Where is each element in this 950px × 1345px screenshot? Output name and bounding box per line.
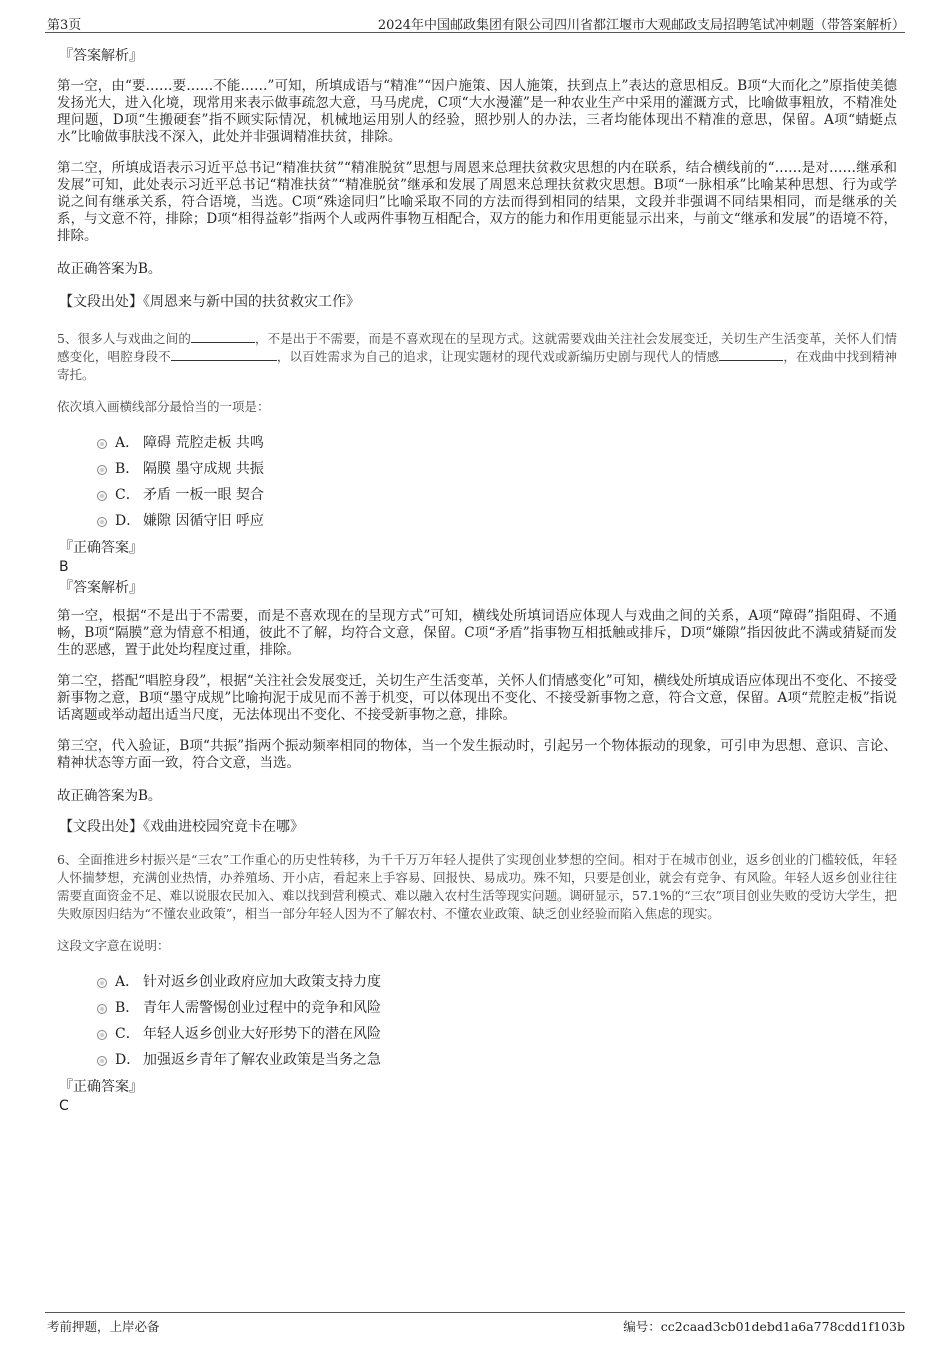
- q6-option-b[interactable]: B． 青年人需警惕创业过程中的竞争和风险: [57, 995, 897, 1021]
- q4-analysis-p1: 第一空，由“要……要……不能……”可知，所填成语与“精准”“因户施策、因人施策，扶到点上”表达的意思相反。B项“大而化之”原指使美德发扬光大，进入化境，现常用来表示做事疏忽大意，马马虎虎，C项“大水漫灌”是一种农业生产中采用的灌溉方式，比喻做事粗放，不精准处理问题，D项“生搬硬套”指不顾实际情况，机械地运用别人的经验，照抄别人的办法，三者均能体现出不精准的意思，保留。A项“蜻蜓点水”比喻做事肤浅不深入，此处并非强调精准扶贫，排除。: [57, 78, 897, 145]
- radio-icon[interactable]: [97, 465, 107, 475]
- blank-2: [171, 348, 277, 361]
- q5-conclusion: 故正确答案为B。: [57, 788, 162, 804]
- q6-question-text: 6、全面推进乡村振兴是“三农”工作重心的历史性转移，为千千万万年轻人提供了实现创业梦想的空间。相对于在城市创业，返乡创业的门槛较低，年轻人怀揣梦想，充满创业热情，办养殖场、开小店，看起来上手容易、回报快、易成功。殊不知，只要是创业，就会有竞争、有风险。年轻人返乡创业往往需要直面资金不足、难以说服农民加入、难以找到营利模式、难以融入农村生活等现实问题。调研显示，57.1%的“三农”项目创业失败的受访大学生，把失败原因归结为“不懂农业政策”，相当一部分年轻人因为不了解农村、不懂农业政策、缺乏创业经验而陷入焦虑的现实。: [57, 852, 897, 921]
- q6-answer: C: [59, 1098, 69, 1114]
- q6-answer-label: 『正确答案』: [59, 1079, 143, 1095]
- q6-option-c[interactable]: C． 年轻人返乡创业大好形势下的潜在风险: [57, 1021, 897, 1047]
- page-footer: [45, 1312, 905, 1333]
- q5-prompt: 依次填入画横线部分最恰当的一项是：: [57, 399, 270, 414]
- q4-analysis-label: 『答案解析』: [59, 48, 143, 64]
- radio-icon[interactable]: [97, 1004, 107, 1014]
- q5-option-a[interactable]: A． 障碍 荒腔走板 共鸣: [57, 430, 897, 456]
- q5-analysis-p3: 第三空，代入验证，B项“共振”指两个振动频率相同的物体，当一个发生振动时，引起另一个物体振动的现象，可引申为思想、意识、言论、精神状态等方面一致，符合文意，当选。: [57, 738, 897, 771]
- q5-question-text: 5、很多人与戏曲之间的 ，不是出于不需要，而是不喜欢现在的呈现方式。这就需要戏曲关注社会发展变迁，关切生产生活变革，关怀人们情感变化，唱腔身段不 ，以百姓需求为自己的追求，让现实题材的现代戏或新编历史剧与现代人的情感 ，在戏曲中找到精神寄托。: [57, 331, 897, 382]
- q6-options: [57, 969, 897, 1073]
- page-content: [57, 38, 897, 1115]
- page-header: [45, 12, 905, 33]
- q5-option-b[interactable]: B． 隔膜 墨守成规 共振: [57, 456, 897, 482]
- radio-icon[interactable]: [97, 439, 107, 449]
- q5-option-d[interactable]: D． 嫌隙 因循守旧 呼应: [57, 508, 897, 534]
- q5-analysis-p2: 第二空，搭配“唱腔身段”，根据“关注社会发展变迁，关切生产生活变革，关怀人们情感变化”可知，横线处所填成语应体现出不变化、不接受新事物之意，B项“墨守成规”比喻拘泥于成见而不善于机变，可以体现出不变化、不接受新事物之意，符合文意，保留。A项“荒腔走板”指说话离题或举动超出适当尺度，无法体现出不变化、不接受新事物之意，排除。: [57, 673, 897, 723]
- q5-analysis-p1: 第一空，根据“不是出于不需要，而是不喜欢现在的呈现方式”可知，横线处所填词语应体现人与戏曲之间的关系，A项“障碍”指阻碍、不通畅，B项“隔膜”意为情意不相通，彼此不了解，均符合文意，保留。C项“矛盾”指事物互相抵触或排斥，D项“嫌隙”指因彼此不满或猜疑而发生的恶感，置于此处均程度过重，排除。: [57, 608, 897, 658]
- footer-id: 编号：cc2caad3cb01debd1a6a778cdd1f103b: [623, 1319, 905, 1334]
- q5-option-c[interactable]: C． 矛盾 一板一眼 契合: [57, 482, 897, 508]
- document-title: 2024年中国邮政集团有限公司四川省都江堰市大观邮政支局招聘笔试冲刺题（带答案解析）: [377, 18, 905, 33]
- q4-conclusion: 故正确答案为B。: [57, 261, 162, 277]
- q5-options: [57, 430, 897, 534]
- q5-analysis-label: 『答案解析』: [59, 580, 143, 596]
- radio-icon[interactable]: [97, 1030, 107, 1040]
- radio-icon[interactable]: [97, 517, 107, 527]
- q4-source: 【文段出处】《周恩来与新中国的扶贫救灾工作》: [59, 294, 360, 310]
- q5-source: 【文段出处】《戏曲进校园究竟卡在哪》: [59, 819, 304, 835]
- q5-answer-label: 『正确答案』: [59, 540, 143, 556]
- blank-1: [191, 330, 255, 343]
- page-number: 第3页: [47, 18, 82, 33]
- radio-icon[interactable]: [97, 978, 107, 988]
- radio-icon[interactable]: [97, 491, 107, 501]
- radio-icon[interactable]: [97, 1056, 107, 1066]
- blank-3: [719, 348, 783, 361]
- q4-analysis-p2: 第二空，所填成语表示习近平总书记“精准扶贫”“精准脱贫”思想与周恩来总理扶贫救灾思想的内在联系，结合横线前的“……是对……继承和发展”可知，此处表示习近平总书记“精准扶贫”“精准脱贫”继承和发展了周恩来总理扶贫救灾思想。B项“一脉相承”比喻某种思想、行为或学说之间有继承关系，符合语境，当选。C项“殊途同归”比喻采取不同的方法而得到相同的结果，文段并非强调不同结果相同，而是继承的关系，与文意不符，排除；D项“相得益彰”指两个人或两件事物互相配合，双方的能力和作用更能显示出来，与前文“继承和发展”的语境不符，排除。: [57, 160, 897, 244]
- q6-prompt: 这段文字意在说明：: [57, 938, 170, 953]
- q6-option-a[interactable]: A． 针对返乡创业政府应加大政策支持力度: [57, 969, 897, 995]
- q6-option-d[interactable]: D． 加强返乡青年了解农业政策是当务之急: [57, 1047, 897, 1073]
- footer-slogan: 考前押题，上岸必备: [47, 1319, 160, 1334]
- q5-answer: B: [59, 559, 69, 575]
